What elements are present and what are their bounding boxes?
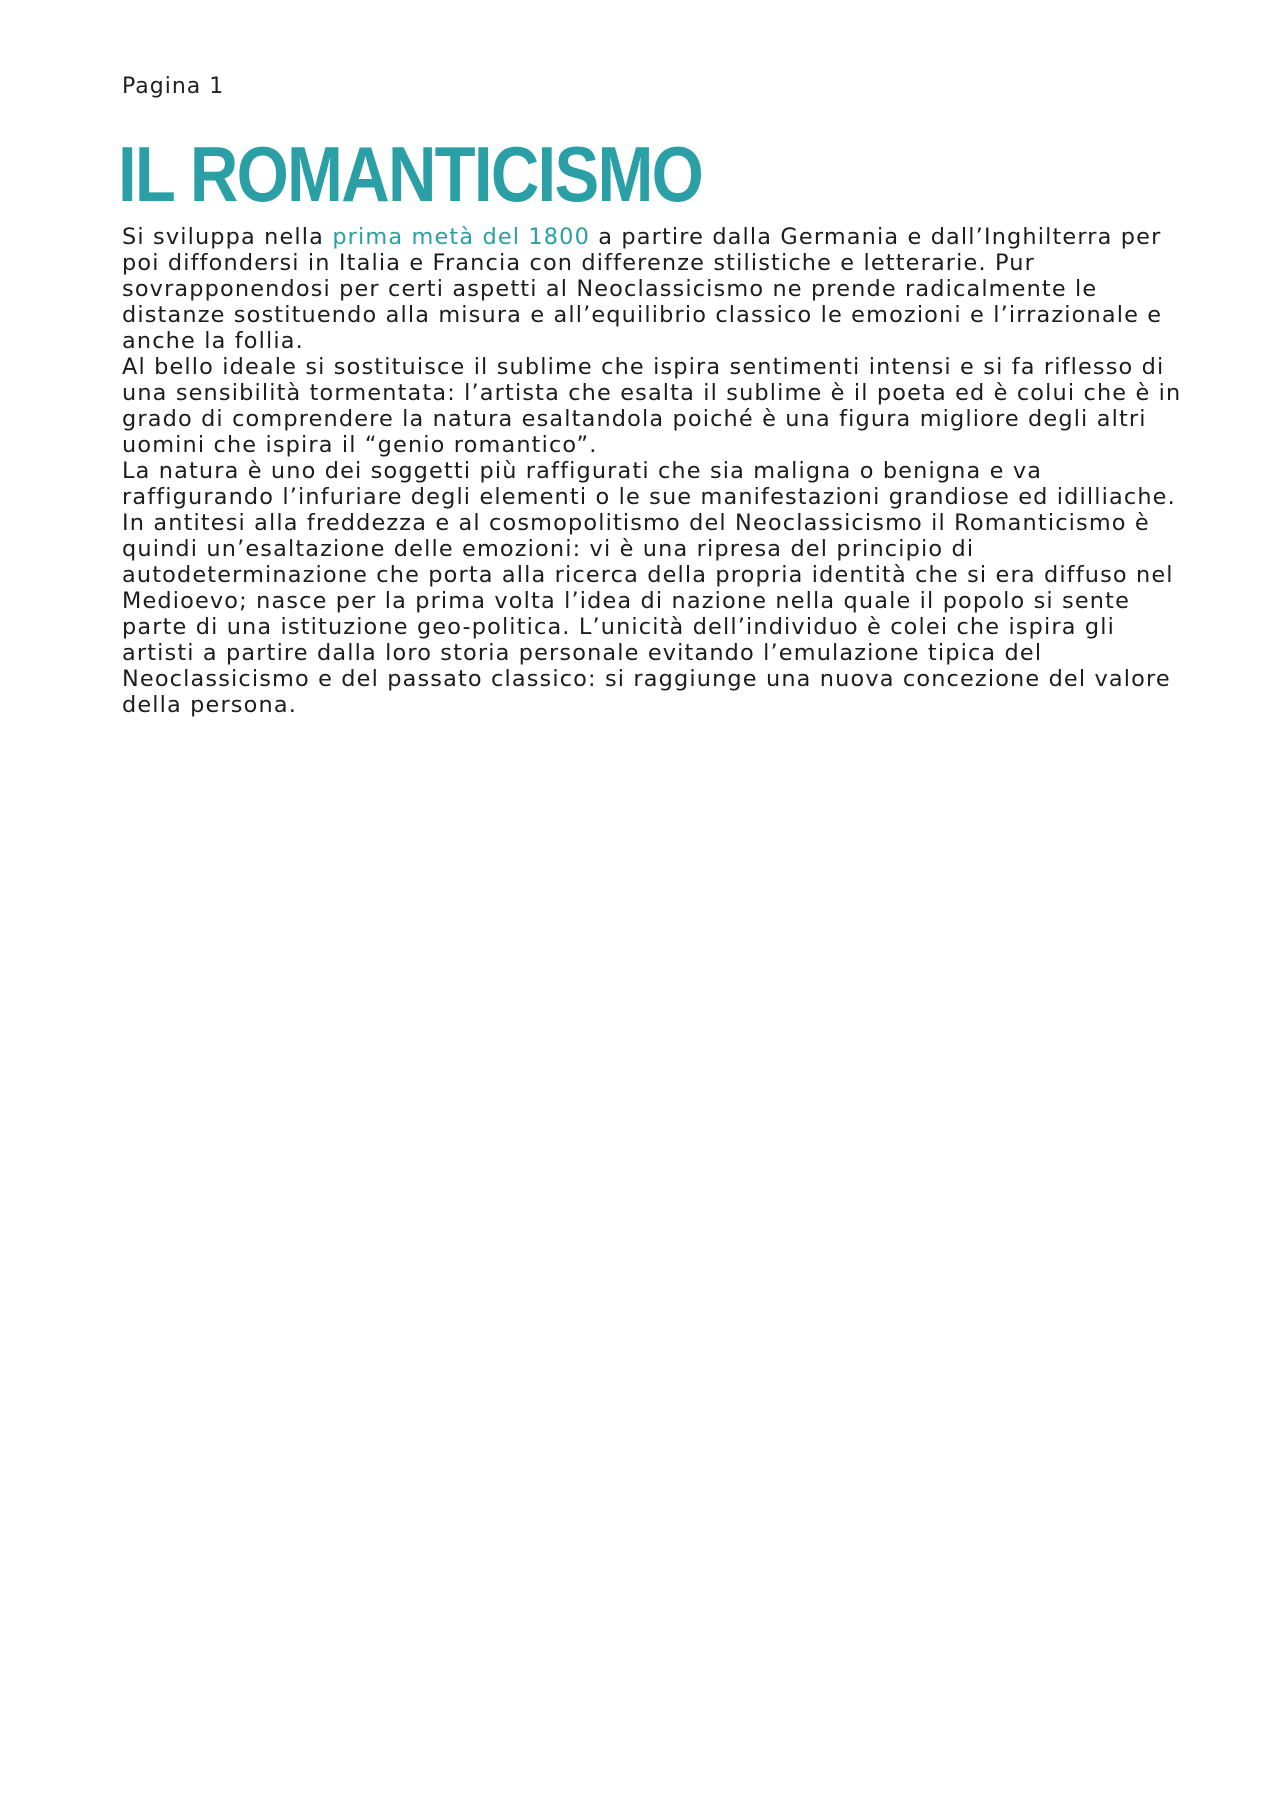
- page-number-label: Pagina 1: [122, 74, 225, 99]
- paragraph-intro-rest: a partire dalla Germania e dall’Inghilterra per poi diffondersi in Italia e Francia con differenze stilistiche e letterarie. Pur sovrapponendosi per certi aspetti al Neoclassicismo ne prende radicalmente le distanze sostituendo alla misura e all’equilibrio classico le emozioni e l’irrazionale e anche la follia.: [122, 224, 1163, 354]
- highlighted-date-phrase: prima metà del 1800: [332, 224, 590, 250]
- paragraph-nature: La natura è uno dei soggetti più raffigurati che sia maligna o benigna e va raffigurando l’infuriare degli elementi o le sue manifestazioni grandiose ed idilliache.: [122, 458, 1176, 510]
- paragraph-intro-start: Si sviluppa nella: [122, 224, 333, 250]
- paragraph-emotions: In antitesi alla freddezza e al cosmopolitismo del Neoclassicismo il Romanticismo è quindi un’esaltazione delle emozioni: vi è una ripresa del principio di autodeterminazione che porta alla ricerca della propria identità che si era diffuso nel Medioevo; nasce per la prima volta l’idea di nazione nella quale il popolo si sente parte di una istituzione geo-politica. L’unicità dell’individuo è colei che ispira gli artisti a partire dalla loro storia personale evitando l’emulazione tipica del Neoclassicismo e del passato classico: si raggiunge una nuova concezione del valore della persona.: [122, 510, 1174, 718]
- body-text: [122, 224, 1182, 718]
- paragraph-sublime: Al bello ideale si sostituisce il sublime che ispira sentimenti intensi e si fa riflesso di una sensibilità tormentata: l’artista che esalta il sublime è il poeta ed è colui che è in grado di comprendere la natura esaltandola poiché è una figura migliore degli altri uomini che ispira il “genio romantico”.: [122, 354, 1182, 458]
- page-title: IL ROMANTICISMO: [118, 130, 703, 218]
- paragraph-intro: [122, 224, 1182, 354]
